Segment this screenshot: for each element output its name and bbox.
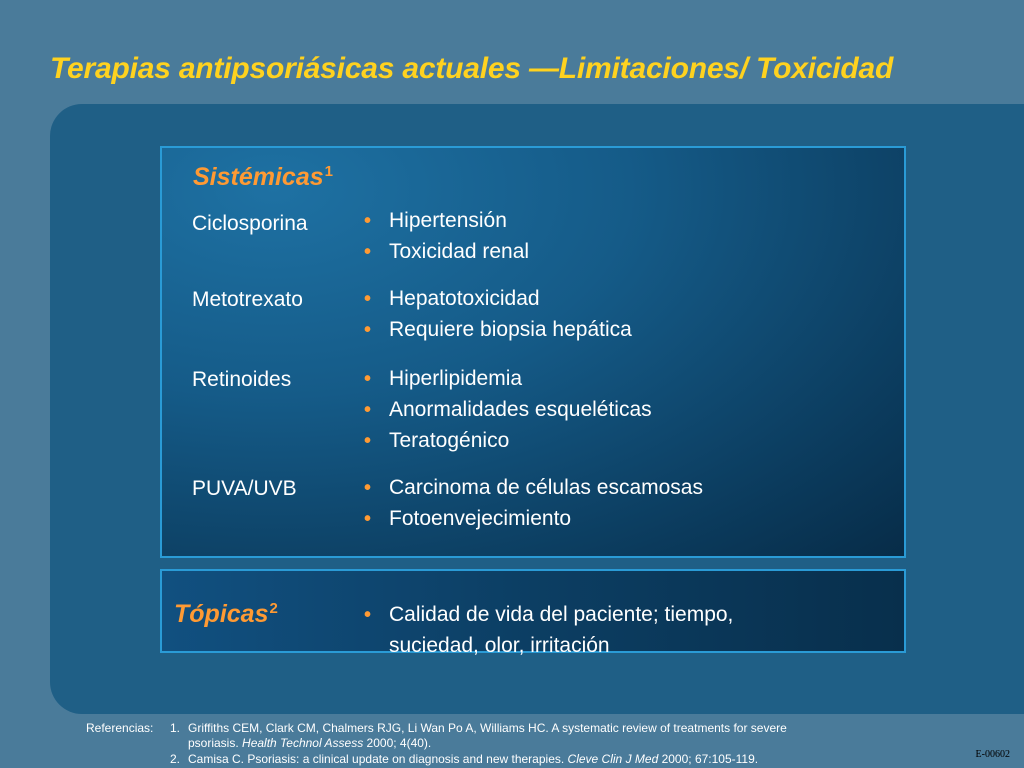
drug-name: PUVA/UVB (192, 477, 297, 500)
bullet-icon: • (364, 368, 372, 390)
slide-code: E-00602 (975, 749, 1010, 760)
bullet-icon: • (364, 508, 372, 530)
list-item-continuation: suciedad, olor, irritación (389, 634, 610, 657)
drug-name: Metotrexato (192, 288, 303, 311)
list-item (364, 240, 529, 264)
reference-text: 2000; 4(40). (363, 736, 432, 750)
list-item-text: Hiperlipidemia (389, 367, 523, 390)
drug-name: Ciclosporina (192, 212, 308, 235)
list-item-text: Anormalidades esqueléticas (389, 398, 652, 421)
list-item-text: Hipertensión (389, 209, 507, 232)
bullet-icon: • (364, 241, 372, 263)
reference-1-line-1: Griffiths CEM, Clark CM, Chalmers RJG, Li Wan Po A, Williams HC. A systematic review of treatments for severe (188, 721, 787, 735)
list-item (364, 429, 509, 453)
reference-text: psoriasis. (188, 736, 243, 750)
list-item (364, 367, 522, 391)
list-item (364, 287, 540, 311)
systemic-ref-number: 1 (324, 163, 333, 180)
bullet-icon: • (364, 430, 372, 452)
list-item (364, 318, 632, 342)
bullet-icon: • (364, 399, 372, 421)
list-item-text: Fotoenvejecimiento (389, 507, 572, 530)
slide-title: Terapias antipsoriásicas actuales —Limitaciones/ Toxicidad (50, 52, 894, 85)
bullet-icon: • (364, 319, 372, 341)
list-item (364, 603, 733, 627)
reference-number: 2. (170, 752, 181, 766)
list-item-text: Calidad de vida del paciente; tiempo, (389, 603, 734, 626)
reference-text: 2000; 67:105-119. (658, 752, 759, 766)
topical-heading-text: Tópicas (174, 600, 269, 628)
bullet-icon: • (364, 477, 372, 499)
systemic-heading (193, 163, 333, 192)
reference-text: Camisa C. Psoriasis: a clinical update on diagnosis and new therapies. (188, 752, 568, 766)
list-item-text: Teratogénico (389, 429, 510, 452)
reference-2 (188, 752, 758, 767)
list-item (364, 398, 652, 422)
reference-number: 1. (170, 721, 181, 735)
reference-journal: Health Technol Assess (242, 736, 364, 750)
references-label: Referencias: (86, 721, 154, 735)
reference-1-line-2 (188, 736, 431, 751)
systemic-heading-text: Sistémicas (193, 163, 324, 191)
bullet-icon: • (364, 288, 372, 310)
list-item-text: Carcinoma de células escamosas (389, 476, 703, 499)
list-item (364, 507, 571, 531)
list-item-text: Toxicidad renal (389, 240, 530, 263)
list-item-text: Requiere biopsia hepática (389, 318, 632, 341)
drug-name: Retinoides (192, 368, 292, 391)
list-item-text: Hepatotoxicidad (389, 287, 540, 310)
list-item (364, 476, 703, 500)
bullet-icon: • (364, 604, 372, 626)
topical-heading (174, 600, 278, 629)
topical-ref-number: 2 (269, 600, 278, 617)
list-item (364, 209, 507, 233)
reference-journal: Cleve Clin J Med (567, 752, 659, 766)
bullet-icon: • (364, 210, 372, 232)
